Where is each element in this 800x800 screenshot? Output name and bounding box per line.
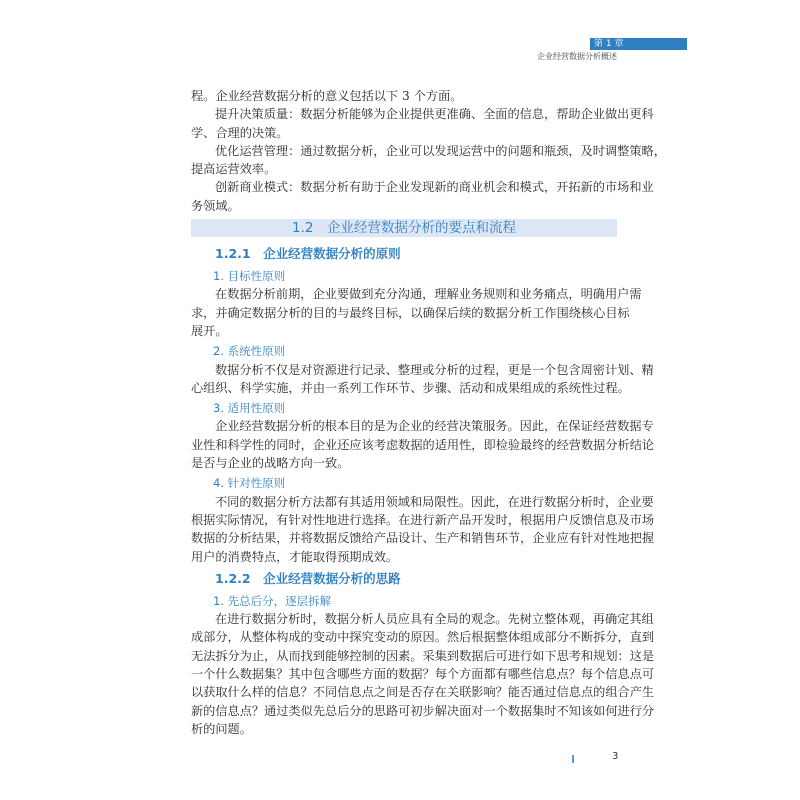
text-line: 业性和科学性的同时，企业还应该考虑数据的适用性，即检验最终的经营数据分析结论	[191, 437, 655, 452]
intro-paragraphs	[191, 87, 666, 215]
text-line: 一个什么数据集？其中包含哪些方面的数据？每个方面都有哪些信息点？每个信息点可	[191, 667, 655, 682]
text-line: 学、合理的决策。	[191, 125, 289, 140]
section-heading: 1.2 企业经营数据分析的要点和流程	[191, 219, 617, 237]
text-line: 提高运营效率。	[191, 162, 277, 177]
principle-heading: 1. 目标性原则	[213, 269, 286, 284]
text-line: 析的问题。	[191, 721, 252, 736]
page-content	[191, 87, 666, 738]
text-line: 用户的消费特点，才能取得预期成效。	[191, 549, 399, 564]
principle-heading: 4. 针对性原则	[213, 476, 286, 491]
subsection-heading: 1.2.1 企业经营数据分析的原则	[215, 246, 401, 262]
text-line: 展开。	[191, 323, 228, 338]
footer-divider	[572, 755, 574, 763]
text-line: 成部分，从整体构成的变动中探究变动的原因。然后根据整体组成部分不断拆分，直到	[191, 630, 655, 645]
text-line: 企业经营数据分析的根本目的是为企业的经营决策服务。因此，在保证经营数据专	[215, 419, 654, 434]
subsection-heading: 1.2.2 企业经营数据分析的思路	[215, 570, 401, 586]
text-line: 求，并确定数据分析的目的与最终目标，以确保后续的数据分析工作围绕核心目标	[191, 305, 630, 320]
text-line: 无法拆分为止，从而找到能够控制的因素。采集到数据后可进行如下思考和规划：这是	[191, 648, 655, 663]
text-line: 不同的数据分析方法都有其适用领域和局限性。因此，在进行数据分析时，企业要	[215, 494, 654, 509]
text-line: 根据实际情况，有针对性地进行选择。在进行新产品开发时，根据用户反馈信息及市场	[191, 512, 655, 527]
principle-heading: 1. 先总后分，逐层拆解	[213, 593, 332, 608]
text-line: 程。企业经营数据分析的意义包括以下 3 个方面。	[191, 89, 463, 103]
text-line: 提升决策质量：数据分析能够为企业提供更准确、全面的信息，帮助企业做出更科	[215, 107, 654, 122]
chapter-title: 企业经营数据分析概述	[537, 52, 617, 61]
text-line: 在进行数据分析时，数据分析人员应具有全局的观念。先树立整体观，再确定其组	[215, 612, 654, 627]
chapter-tag: 第 1 章	[590, 38, 687, 50]
text-line: 是否与企业的战略方向一致。	[191, 456, 350, 471]
text-line: 心组织、科学实施，并由一系列工作环节、步骤、活动和成果组成的系统性过程。	[191, 380, 630, 395]
principle-heading: 2. 系统性原则	[213, 344, 286, 359]
text-line: 数据的分析结果，并将数据反馈给产品设计、生产和销售环节，企业应有针对性地把握	[191, 531, 655, 546]
text-line: 新的信息点？通过类似先总后分的思路可初步解决面对一个数据集时不知该如何进行分	[191, 703, 655, 718]
page-number: 3	[612, 751, 619, 762]
principle-heading: 3. 适用性原则	[213, 401, 286, 416]
text-line: 优化运营管理：通过数据分析，企业可以发现运营中的问题和瓶颈，及时调整策略，	[215, 143, 666, 158]
text-line: 以获取什么样的信息？不同信息点之间是否存在关联影响？能否通过信息点的组合产生	[191, 685, 655, 700]
text-line: 在数据分析前期，企业要做到充分沟通，理解业务规则和业务痛点，明确用户需	[215, 287, 642, 302]
text-line: 务领域。	[191, 198, 240, 213]
text-line: 创新商业模式：数据分析有助于企业发现新的商业机会和模式，开拓新的市场和业	[215, 180, 654, 195]
text-line: 数据分析不仅是对资源进行记录、整理或分析的过程，更是一个包含周密计划、精	[215, 362, 654, 377]
subsection-1-items	[191, 267, 655, 566]
subsection-2-items	[191, 592, 655, 738]
